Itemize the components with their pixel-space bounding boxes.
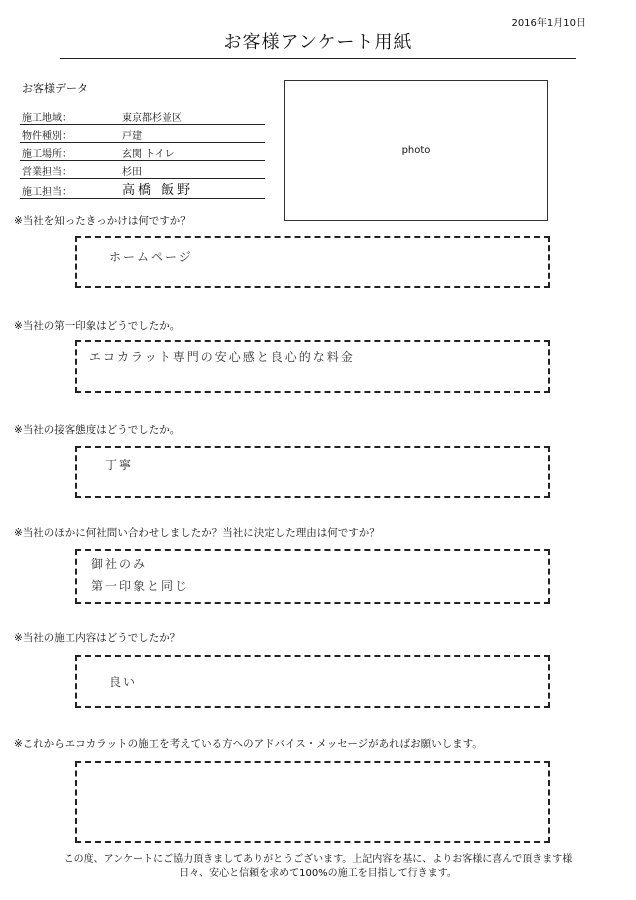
answer-text-1 — [109, 246, 193, 268]
closing-message — [0, 853, 636, 881]
data-value: 東京都杉並区 — [102, 107, 265, 125]
form-title: お客様アンケート用紙 — [60, 28, 576, 59]
answer-text-5 — [109, 671, 137, 693]
answer-line: 御社のみ — [91, 557, 148, 571]
answer-box-6 — [75, 761, 550, 843]
answer-text-4 — [91, 553, 189, 597]
question-6: ※これからエコカラットの施工を考えている方へのアドバイス・メッセージがあればお願いします。 — [14, 738, 483, 750]
question-3: ※当社の接客態度はどうでしたか。 — [14, 424, 181, 436]
data-row-area — [20, 107, 265, 125]
closing-line-2: 日々、安心と信頼を求めて100%の施工を目指して行きます。 — [179, 868, 457, 879]
data-value: 戸建 — [102, 125, 265, 143]
closing-line-1: この度、アンケートにご協力頂きましてありがとうございます。上記内容を基に、よりお客様に喜んで頂きます様 — [63, 854, 573, 865]
customer-data-table — [20, 107, 265, 199]
answer-line: 第一印象と同じ — [91, 579, 190, 593]
question-5: ※当社の施工内容はどうでしたか？ — [14, 632, 181, 644]
data-label: 施工地域： — [20, 107, 102, 125]
photo-label: photo — [401, 145, 431, 156]
answer-text-2 — [89, 346, 355, 368]
photo-placeholder — [284, 80, 548, 221]
question-2: ※当社の第一印象はどうでしたか。 — [14, 320, 181, 332]
answer-box-4 — [75, 549, 550, 604]
answer-line: 良い — [109, 675, 138, 689]
survey-date: 2016年1月10日 — [511, 18, 586, 29]
answer-line: エコカラット専門の安心感と良心的な料金 — [89, 350, 355, 364]
data-value-handwritten: 高橋 飯野 — [102, 179, 265, 199]
data-row-installer — [20, 179, 265, 199]
data-row-sales-rep — [20, 161, 265, 179]
answer-box-3 — [75, 446, 550, 498]
answer-line: 丁寧 — [105, 458, 134, 472]
question-1: ※当社を知ったきっかけは何ですか？ — [14, 215, 191, 227]
data-label: 営業担当： — [20, 161, 102, 179]
data-label: 物件種別： — [20, 125, 102, 143]
question-4: ※当社のほかに何社問い合わせしましたか？当社に決定した理由は何ですか？ — [14, 527, 380, 539]
data-label: 施工担当： — [20, 179, 102, 199]
answer-box-1 — [75, 236, 550, 288]
data-value: 杉田 — [102, 161, 265, 179]
answer-line: ホームページ — [109, 250, 193, 264]
data-value: 玄関 トイレ — [102, 143, 265, 161]
answer-text-3 — [105, 454, 133, 476]
answer-box-5 — [75, 655, 550, 708]
data-label: 施工場所： — [20, 143, 102, 161]
answer-box-2 — [75, 340, 550, 393]
data-row-location — [20, 143, 265, 161]
data-row-property-type — [20, 125, 265, 143]
customer-data-heading: お客様データ — [22, 82, 88, 95]
